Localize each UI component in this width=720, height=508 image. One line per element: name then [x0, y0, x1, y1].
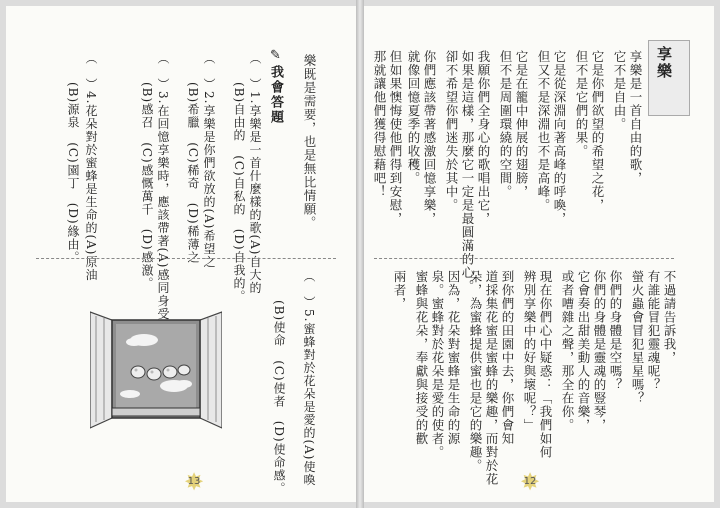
poem-line: 你們應該帶著感激回憶享樂，	[422, 50, 437, 226]
poem-line: 它是你們欲望的希望之花，	[590, 50, 605, 212]
poem-line: 它是在籠中伸展的翅膀，	[514, 50, 529, 199]
poem-line: 泉。蜜蜂對於花朵是愛的使者。	[430, 270, 445, 459]
poem-line: 或者嘈雜之聲，那全在你。	[560, 270, 575, 432]
poem-line: 如果是這樣，那麼它一定是最圓滿的心。	[460, 50, 475, 293]
quiz-question-4: （ ）4.花朵對於蜜蜂是生命的(A)原油	[84, 52, 98, 282]
answer-paren[interactable]: （ ）	[202, 52, 216, 91]
poem-line: 不過請告訴我，	[662, 270, 677, 365]
poem-line: 你們的身體是靈魂的豎琴，	[592, 270, 607, 432]
quiz-question-1: （ ）1.享樂是一首什麼樣的歌(A)自大的	[248, 52, 262, 295]
poem-line: 到你們的田園中去，你們會知	[500, 270, 515, 446]
poem-line: 但不是它們的果。	[574, 50, 589, 158]
poem-line: 就像回憶夏季的收穫。	[406, 50, 421, 185]
poem-line: 有誰能冒犯靈魂呢？	[646, 270, 661, 392]
poem-line: 辨別享樂中的好與壞呢？」	[522, 270, 537, 432]
poem-line: 但不是周圍環繞的空間。	[498, 50, 513, 199]
quiz-question-1-options: (B)自由的 (C)自私的 (D)自我的。	[232, 82, 246, 303]
poem-line: 螢火蟲會冒犯星星嗎？	[630, 270, 645, 405]
poem-line: 蜜蜂與花朵，奉獻與接受的歡	[414, 270, 429, 446]
poem-line: 我願你們全身心的歌唱出它，	[476, 50, 491, 226]
intro-tail-line: 樂既是需要，也是無比情願。	[302, 54, 317, 230]
poem-line: 享樂是一首自由的歌，	[628, 50, 643, 185]
poem-line: 朵，為蜜蜂提供蜜也是它的樂趣。	[468, 270, 483, 473]
quiz-question-3-options: (B)感召 (C)感慨萬千 (D)感激。	[140, 82, 154, 290]
poem-line: 兩者，	[392, 270, 407, 311]
poem-line: 你們的身體是空嗎？	[608, 270, 623, 392]
answer-paren[interactable]: （ ）	[302, 270, 316, 309]
poem-line: 道採集花蜜是蜜蜂的樂趣，而對於花	[484, 270, 499, 486]
quiz-question-4-options: (B)源泉 (C)園丁 (D)緣由。	[66, 82, 80, 264]
book-gutter	[356, 0, 364, 508]
poem-line: 卻不希望你們迷失於其中。	[444, 50, 459, 212]
poem-title: 享樂	[655, 46, 673, 80]
quiz-heading: ✎我會答題	[268, 48, 283, 125]
quiz-question-2-options: (B)希臘 (C)稀奇 (D)稀薄之	[186, 82, 200, 264]
poem-line: 它會奏出甜美動人的音樂，	[576, 270, 591, 432]
answer-paren[interactable]: （ ）	[84, 52, 98, 91]
window-birds-illustration	[90, 306, 222, 432]
quiz-heading-icon: ✎	[268, 48, 283, 65]
poem-line: 因為，花朵對蜜蜂是生命的源	[446, 270, 461, 446]
page-number-right: ✸ 12	[518, 470, 542, 494]
quiz-question-2: （ ）2.享樂是你們欲放的(A)希望之	[202, 52, 216, 269]
section-divider	[36, 258, 336, 259]
quiz-question-5-options: (B)使命 (C)使者 (D)使命感。	[272, 300, 286, 495]
poem-line: 它是從深淵向著高峰的呼喚，	[552, 50, 567, 226]
section-divider	[374, 258, 674, 259]
page-number-left: ✸ 13	[182, 470, 206, 494]
quiz-question-5: （ ）5.蜜蜂對於花朵是愛的(A)使喚	[302, 270, 316, 487]
quiz-question-3: （ ）3.在回憶享樂時，應該帶著(A)感同身受	[156, 52, 170, 321]
poem-line: 現在你們心中疑惑：「我們如何	[538, 270, 553, 459]
poem-line: 但如果懊悔使他們得到安慰，	[388, 50, 403, 226]
answer-paren[interactable]: （ ）	[248, 52, 262, 91]
poem-line: 那就讓他們獲得慰藉吧！	[372, 50, 387, 199]
poem-line: 但又不是深淵也不是高峰。	[536, 50, 551, 212]
poem-line: 它不是自由。	[612, 50, 627, 131]
answer-paren[interactable]: （ ）	[156, 52, 170, 91]
